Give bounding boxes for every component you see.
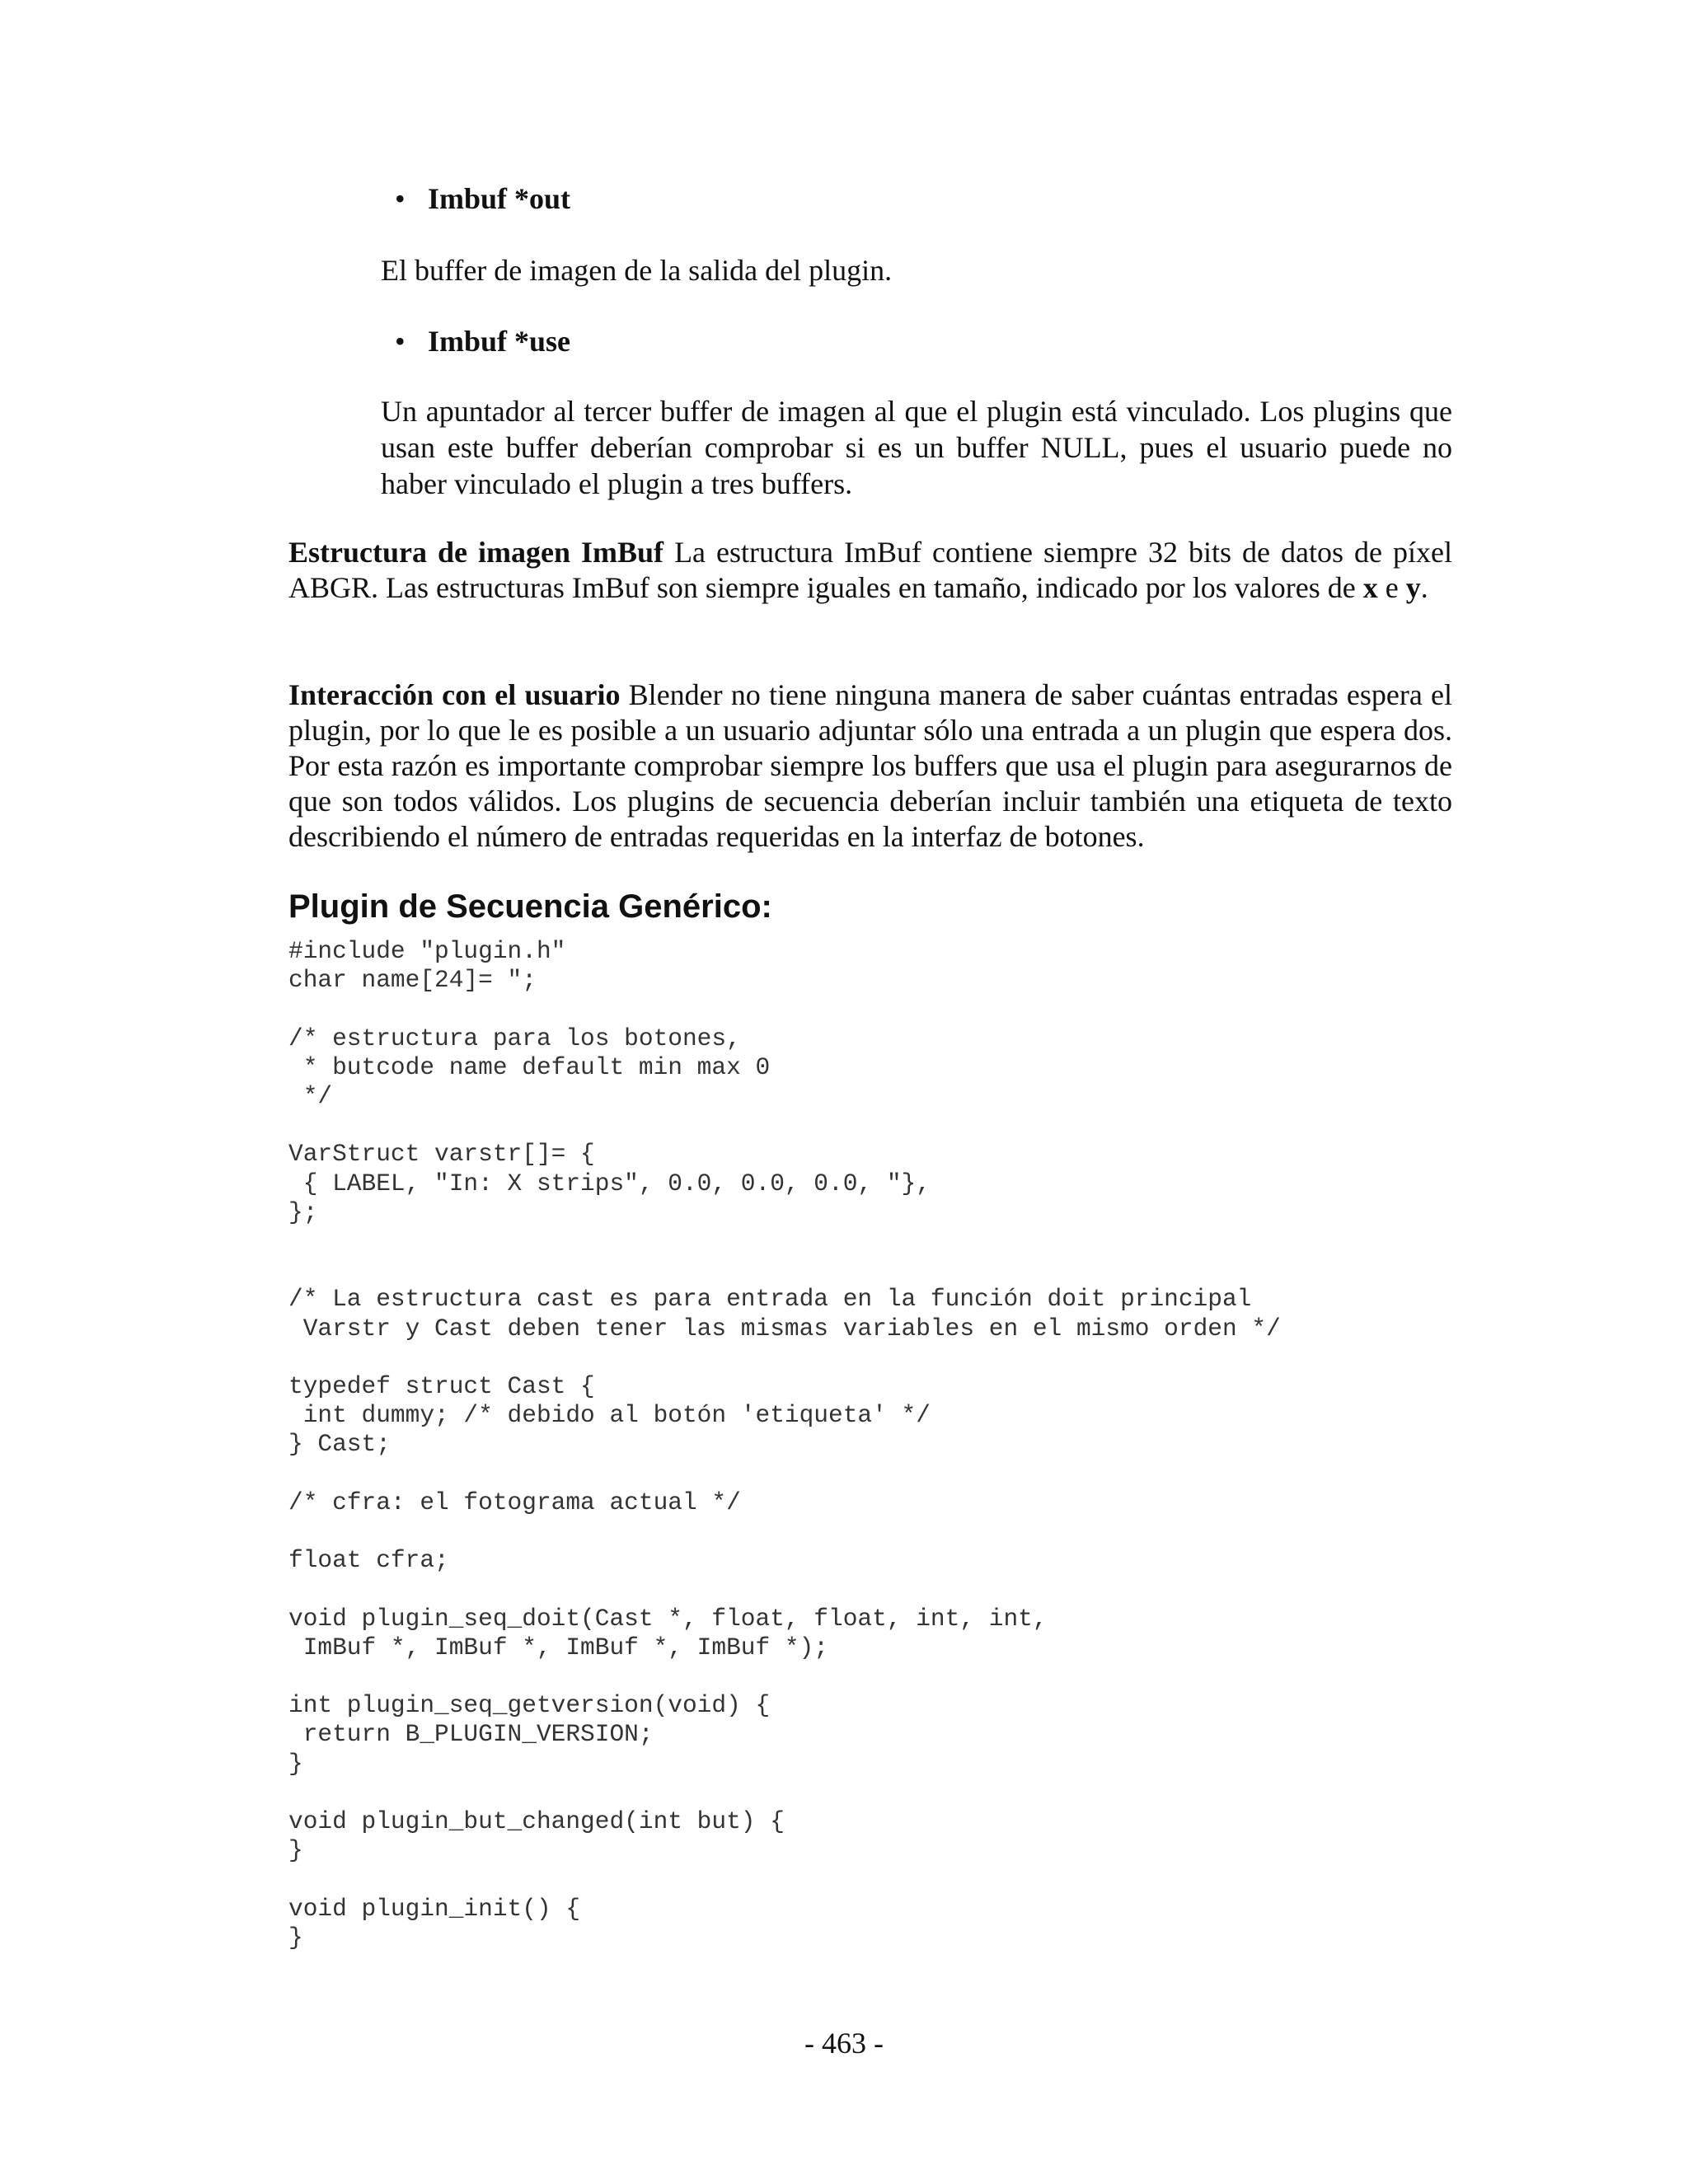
paragraph-title: Interacción con el usuario bbox=[288, 678, 621, 711]
paragraph-title: Estructura de imagen ImBuf bbox=[288, 536, 664, 569]
bullet-dot: • bbox=[395, 182, 406, 215]
bullet-label: Imbuf *out bbox=[428, 182, 571, 215]
paragraph-text: La estructura ImBuf contiene siempre 32 bits de datos de píxel ABGR. Las estructuras ImBuf son siempre iguales en tamaño, indicado por los valores de bbox=[288, 536, 1452, 604]
bullet-imbuf-out bbox=[395, 181, 571, 216]
page-number: - 463 - bbox=[804, 2027, 884, 2060]
code-block: #include "plugin.h" char name[24]= "; /* estructura para los botones, * butcode name default min max 0 */ VarStruct varstr[]= { { LABEL, "In: X strips", 0.0, 0.0, 0.0, "}, }; /* La estructura cast es para entrada en la función doit principal Varstr y Cast deben tener las mismas variables en el mismo orden */ typedef struct Cast { int dummy; /* debido al botón 'etiqueta' */ } Cast; /* cfra: el fotograma actual */ float cfra; void plugin_seq_doit(Cast *, float, float, int, int, ImBuf *, ImBuf *, ImBuf *, ImBuf *); int plugin_seq_getversion(void) { return B_PLUGIN_VERSION; } void plugin_but_changed(int but) { } void plugin_init() { } bbox=[288, 937, 1281, 1952]
bullet-description: El buffer de imagen de la salida del plugin. bbox=[381, 254, 893, 287]
bullet-dot: • bbox=[395, 325, 406, 358]
interaction-paragraph bbox=[288, 677, 1452, 855]
variable-y: y bbox=[1405, 571, 1421, 604]
paragraph-text: . bbox=[1420, 571, 1428, 604]
bullet-description: Un apuntador al tercer buffer de imagen al que el plugin está vinculado. Los plugins que usan este buffer deberían comprobar si es un buffer NULL, pues el usuario puede no haber vinculado el plugin a tres buffers. bbox=[381, 395, 1452, 500]
bullet-imbuf-use bbox=[395, 324, 571, 359]
section-heading: Plugin de Secuencia Genérico: bbox=[288, 888, 772, 925]
paragraph-text: e bbox=[1377, 571, 1406, 604]
imbuf-paragraph bbox=[288, 535, 1452, 606]
bullet-label: Imbuf *use bbox=[428, 325, 571, 358]
paragraph-text: Blender no tiene ninguna manera de saber cuántas entradas espera el plugin, por lo que le es posible a un usuario adjuntar sólo una entrada a un plugin que espera dos. Por esta razón es importante comprobar siempre los buffers que usa el plugin para asegurarnos de que son todos válidos. Los plugins de secuencia deberían incluir también una etiqueta de texto describiendo el número de entradas requeridas en la interfaz de botones. bbox=[288, 678, 1452, 853]
variable-x: x bbox=[1362, 571, 1378, 604]
